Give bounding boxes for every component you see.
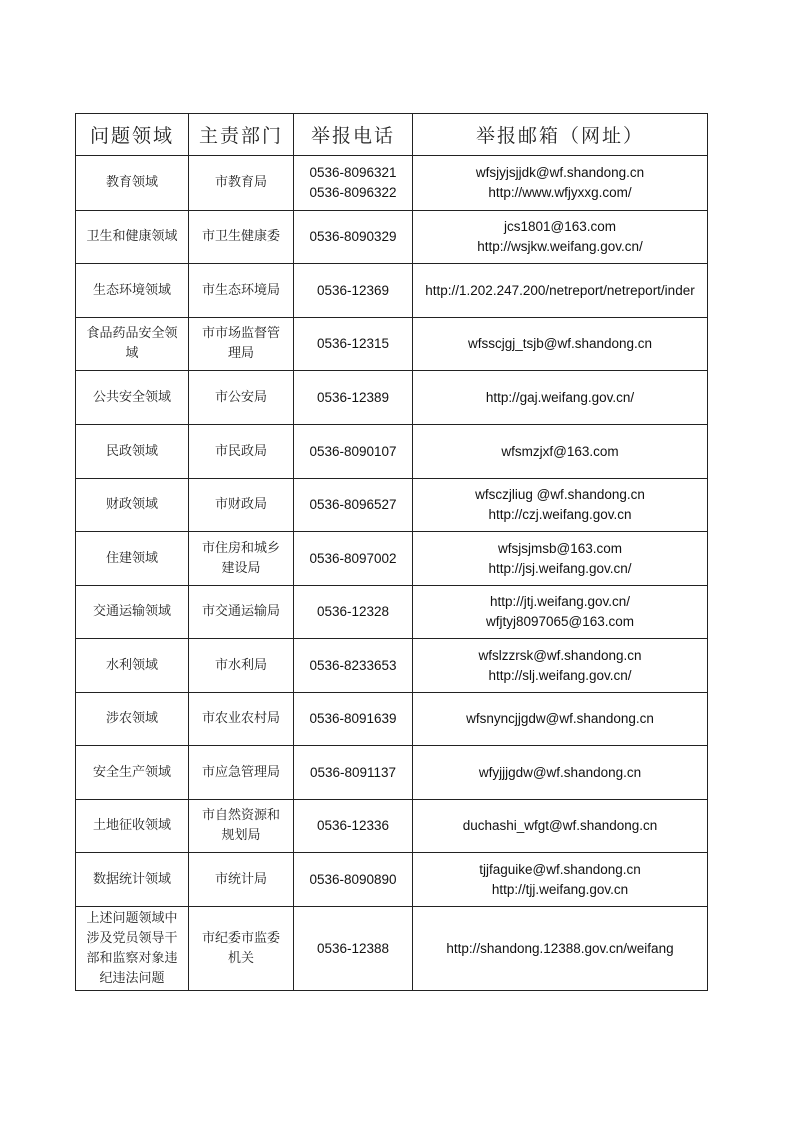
table-row <box>76 853 708 907</box>
responsible-dept-text: 市生态环境局 <box>201 282 280 298</box>
report-contact-cell <box>413 264 708 318</box>
report-phone-cell <box>294 318 413 371</box>
problem-area-cell <box>76 853 189 907</box>
report-phone-text: 0536-8090890 <box>309 871 397 887</box>
responsible-dept-text: 理局 <box>227 346 254 361</box>
responsible-dept-cell <box>189 318 294 371</box>
report-phone-text: 0536-12315 <box>316 336 390 351</box>
responsible-dept-cell <box>189 156 294 211</box>
contact-link[interactable]: http://czj.weifang.gov.cn <box>488 507 632 522</box>
report-contact-cell <box>413 532 708 586</box>
table-row <box>76 586 708 639</box>
table-row <box>76 746 708 800</box>
report-phone-text: 0536-8097002 <box>309 550 397 566</box>
report-phone-cell <box>294 746 413 800</box>
report-phone-cell <box>294 264 413 318</box>
problem-area-text: 食品药品安全领 <box>86 326 178 341</box>
table-header-row <box>76 114 708 156</box>
report-phone-cell <box>294 907 413 991</box>
responsible-dept-cell <box>189 907 294 991</box>
report-phone-text: 0536-8091639 <box>309 711 397 726</box>
table-row <box>76 318 708 371</box>
report-phone-text: 0536-12336 <box>316 818 390 833</box>
header-responsible-dept: 主责部门 <box>189 114 294 156</box>
responsible-dept-text: 市住房和城乡 <box>201 540 280 556</box>
problem-area-text: 土地征收领域 <box>92 818 171 833</box>
contact-link[interactable]: http://1.202.247.200/netreport/netreport/inder <box>425 282 695 298</box>
table-row <box>76 907 708 991</box>
report-phone-text: 0536-8090107 <box>309 443 397 459</box>
problem-area-text: 教育领域 <box>105 175 158 190</box>
report-contact-cell <box>413 371 708 425</box>
report-phone-cell <box>294 532 413 586</box>
table-row <box>76 425 708 479</box>
table-row <box>76 264 708 318</box>
report-phone-text: 0536-12389 <box>316 389 390 405</box>
report-phone-text: 0536-8091137 <box>309 764 397 780</box>
responsible-dept-cell <box>189 371 294 425</box>
contact-link[interactable]: wfsscjgj_tsjb@wf.shandong.cn <box>467 336 653 351</box>
problem-area-cell <box>76 532 189 586</box>
responsible-dept-cell <box>189 532 294 586</box>
problem-area-cell <box>76 211 189 264</box>
report-phone-cell <box>294 586 413 639</box>
responsible-dept-text: 市农业农村局 <box>201 711 280 726</box>
contact-link[interactable]: http://jsj.weifang.gov.cn/ <box>488 560 632 576</box>
problem-area-text: 纪违法问题 <box>99 970 165 986</box>
problem-area-text: 民政领域 <box>105 443 158 459</box>
problem-area-cell <box>76 479 189 532</box>
report-phone-text: 0536-12328 <box>316 604 390 619</box>
problem-area-text: 上述问题领域中 <box>86 910 178 926</box>
responsible-dept-text: 市交通运输局 <box>201 604 280 619</box>
problem-area-cell <box>76 746 189 800</box>
problem-area-text: 交通运输领域 <box>92 604 171 619</box>
report-contact-cell <box>413 479 708 532</box>
problem-area-cell <box>76 800 189 853</box>
responsible-dept-text: 市市场监督管 <box>201 326 280 341</box>
contact-link[interactable]: tjjfaguike@wf.shandong.cn <box>479 861 641 877</box>
report-phone-text: 0536-12369 <box>316 282 390 298</box>
problem-area-text: 财政领域 <box>105 497 158 512</box>
report-phone-text: 0536-8096527 <box>309 497 397 512</box>
contact-link[interactable]: wfjtyj8097065@163.com <box>485 614 635 629</box>
table-row <box>76 693 708 746</box>
responsible-dept-text: 市财政局 <box>214 497 267 512</box>
report-phone-text: 0536-8090329 <box>309 229 397 244</box>
report-phone-cell <box>294 800 413 853</box>
problem-area-text: 生态环境领域 <box>92 282 171 298</box>
responsible-dept-cell <box>189 586 294 639</box>
responsible-dept-text: 规划局 <box>221 828 261 843</box>
problem-area-cell <box>76 693 189 746</box>
responsible-dept-cell <box>189 693 294 746</box>
problem-area-cell <box>76 425 189 479</box>
contact-link[interactable]: http://gaj.weifang.gov.cn/ <box>485 389 635 405</box>
problem-area-cell <box>76 371 189 425</box>
report-phone-cell <box>294 156 413 211</box>
report-contact-cell <box>413 693 708 746</box>
report-phone-cell <box>294 853 413 907</box>
problem-area-text: 安全生产领域 <box>92 764 171 780</box>
responsible-dept-cell <box>189 800 294 853</box>
responsible-dept-text: 市自然资源和 <box>201 808 280 823</box>
report-contact-cell <box>413 746 708 800</box>
problem-area-text: 涉及党员领导干 <box>86 930 178 946</box>
responsible-dept-cell <box>189 746 294 800</box>
contact-link[interactable]: http://jtj.weifang.gov.cn/ <box>489 594 631 609</box>
report-phone-text: 0536-8096322 <box>309 185 397 200</box>
table-row <box>76 479 708 532</box>
report-phone-cell <box>294 211 413 264</box>
problem-area-text: 域 <box>125 346 139 361</box>
report-phone-text: 0536-8096321 <box>309 165 397 180</box>
table-row <box>76 371 708 425</box>
responsible-dept-cell <box>189 479 294 532</box>
contact-link[interactable]: wfsjyjsjjdk@wf.shandong.cn <box>475 165 645 180</box>
responsible-dept-text: 市统计局 <box>214 871 267 887</box>
report-phone-cell <box>294 693 413 746</box>
responsible-dept-text: 市纪委市监委 <box>201 930 280 946</box>
responsible-dept-text: 市公安局 <box>214 389 267 405</box>
problem-area-text: 住建领域 <box>105 550 158 566</box>
problem-area-text: 涉农领域 <box>105 711 158 726</box>
header-report-email-url: 举报邮箱（网址） <box>413 114 708 156</box>
contact-link[interactable]: duchashi_wfgt@wf.shandong.cn <box>462 818 658 833</box>
problem-area-text: 数据统计领域 <box>92 871 171 887</box>
responsible-dept-text: 机关 <box>227 950 254 966</box>
report-phone-text: 0536-8233653 <box>309 657 397 673</box>
report-contact-cell <box>413 211 708 264</box>
contact-link[interactable]: http://www.wfjyxxg.com/ <box>488 185 632 200</box>
report-contact-cell <box>413 425 708 479</box>
problem-area-text: 水利领域 <box>105 657 158 673</box>
table-body <box>76 156 708 991</box>
responsible-dept-text: 市应急管理局 <box>201 764 280 780</box>
problem-area-text: 公共安全领域 <box>92 389 171 405</box>
contact-link[interactable]: wfsjsjmsb@163.com <box>498 540 622 556</box>
report-phone-text: 0536-12388 <box>316 940 390 956</box>
contact-link[interactable]: http://slj.weifang.gov.cn/ <box>488 667 632 683</box>
problem-area-cell <box>76 639 189 693</box>
contact-link[interactable]: wfsmzjxf@163.com <box>501 443 619 459</box>
problem-area-cell <box>76 318 189 371</box>
reporting-contacts-table <box>75 113 708 991</box>
table-row <box>76 211 708 264</box>
responsible-dept-text: 市教育局 <box>214 175 267 190</box>
problem-area-cell <box>76 156 189 211</box>
contact-link[interactable]: wfsnyncjjgdw@wf.shandong.cn <box>466 711 654 726</box>
report-phone-cell <box>294 371 413 425</box>
table-row <box>76 639 708 693</box>
report-contact-cell <box>413 586 708 639</box>
problem-area-text: 卫生和健康领域 <box>86 229 178 244</box>
contact-link[interactable]: wfyjjjgdw@wf.shandong.cn <box>478 764 642 780</box>
responsible-dept-text: 市水利局 <box>214 657 267 673</box>
responsible-dept-text: 建设局 <box>221 560 261 576</box>
report-contact-cell <box>413 318 708 371</box>
responsible-dept-cell <box>189 853 294 907</box>
header-report-phone: 举报电话 <box>294 114 413 156</box>
report-phone-cell <box>294 425 413 479</box>
contact-link[interactable]: wfsczjliug @wf.shandong.cn <box>475 487 645 502</box>
report-contact-cell <box>413 156 708 211</box>
problem-area-cell <box>76 264 189 318</box>
table-row <box>76 800 708 853</box>
problem-area-text: 部和监察对象违 <box>86 950 178 966</box>
report-contact-cell <box>413 907 708 991</box>
table-row <box>76 156 708 211</box>
responsible-dept-cell <box>189 264 294 318</box>
responsible-dept-cell <box>189 639 294 693</box>
contact-link[interactable]: wfslzzrsk@wf.shandong.cn <box>478 647 642 663</box>
contact-link[interactable]: http://tjj.weifang.gov.cn <box>491 881 629 897</box>
report-contact-cell <box>413 800 708 853</box>
problem-area-cell <box>76 907 189 991</box>
report-contact-cell <box>413 639 708 693</box>
contact-link[interactable]: http://wsjkw.weifang.gov.cn/ <box>477 239 643 254</box>
header-problem-area: 问题领域 <box>76 114 189 156</box>
report-contact-cell <box>413 853 708 907</box>
responsible-dept-text: 市卫生健康委 <box>201 229 280 244</box>
contact-link[interactable]: http://shandong.12388.gov.cn/weifang <box>446 940 674 956</box>
responsible-dept-cell <box>189 425 294 479</box>
responsible-dept-text: 市民政局 <box>214 443 267 459</box>
responsible-dept-cell <box>189 211 294 264</box>
table-row <box>76 532 708 586</box>
report-phone-cell <box>294 639 413 693</box>
problem-area-cell <box>76 586 189 639</box>
contact-link[interactable]: jcs1801@163.com <box>503 219 616 234</box>
report-phone-cell <box>294 479 413 532</box>
